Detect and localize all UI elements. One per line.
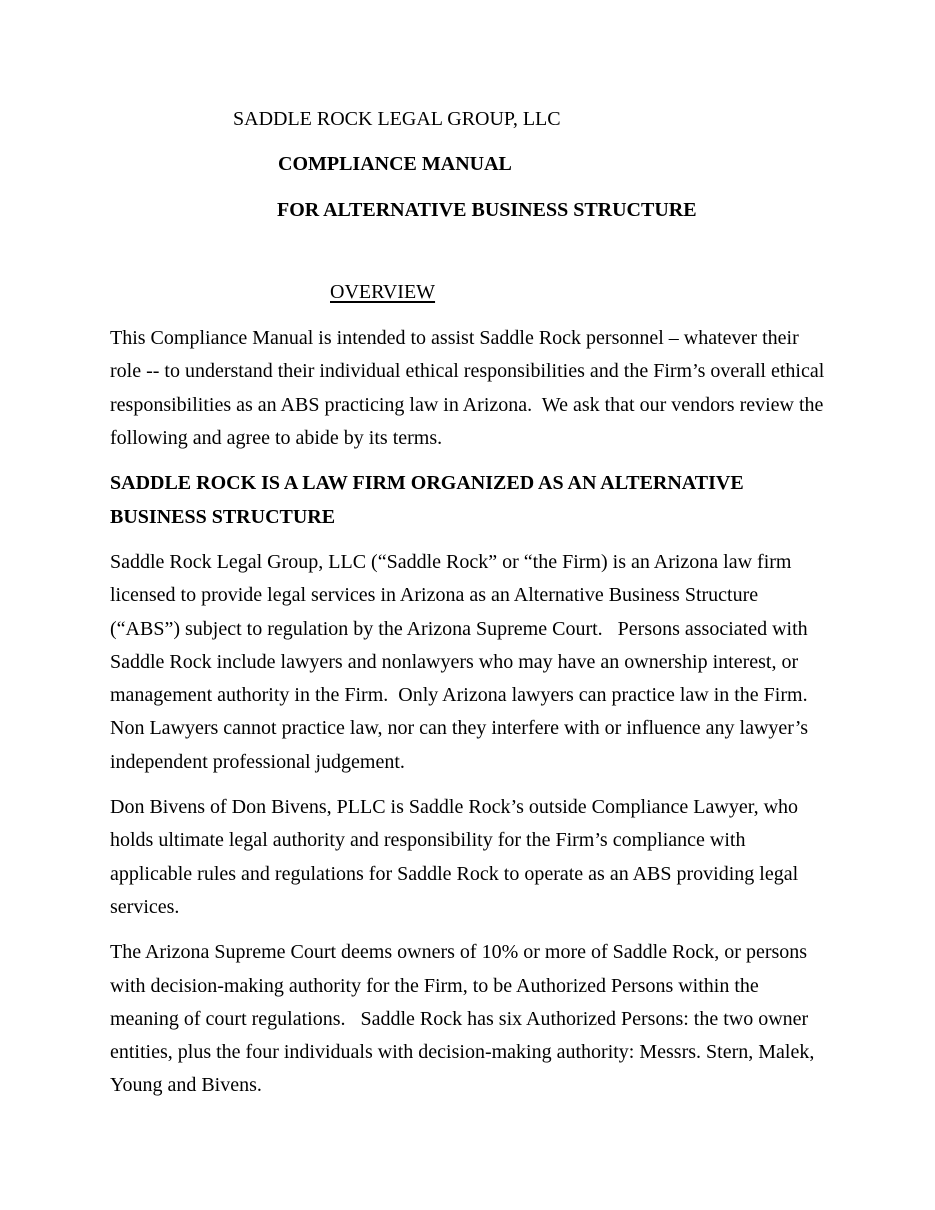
paragraph-intro: This Compliance Manual is intended to assist Saddle Rock personnel – whatever their role -- to understand their individual ethical responsibilities and the Firm’s overall ethical responsibilities as an ABS practicing law in Arizona. We ask that our vendors review the following and agree to abide by its terms. xyxy=(110,327,830,450)
document-subtitle-business-structure: FOR ALTERNATIVE BUSINESS STRUCTURE xyxy=(277,198,697,221)
section-heading-row xyxy=(110,276,825,309)
section-heading-overview: OVERVIEW xyxy=(330,280,436,303)
paragraph-abs-description: Saddle Rock Legal Group, LLC (“Saddle Rock” or “the Firm) is an Arizona law firm licensed to provide legal services in Arizona as an Alternative Business Structure (“ABS”) subject to regulation by the Arizona Supreme Court. Persons associated with Saddle Rock include lawyers and nonlawyers who may have an ownership interest, or management authority in the Firm. Only Arizona lawyers can practice law in the Firm. Non Lawyers cannot practice law, nor can they interfere with or influence any lawyer’s independent professional judgement. xyxy=(110,550,814,773)
subsection-heading-law-firm-abs: SADDLE ROCK IS A LAW FIRM ORGANIZED AS AN ALTERNATIVE BUSINESS STRUCTURE xyxy=(110,472,749,528)
paragraph-authorized-persons: The Arizona Supreme Court deems owners of 10% or more of Saddle Rock, or persons with decision-making authority for the Firm, to be Authorized Persons within the meaning of court regulations. Saddle Rock has six Authorized Persons: the two owner entities, plus the four individuals with decision-making authority: Messrs. Stern, Malek, Young and Bivens. xyxy=(110,941,819,1097)
document-title: SADDLE ROCK LEGAL GROUP, LLC xyxy=(233,108,561,130)
paragraph-compliance-lawyer: Don Bivens of Don Bivens, PLLC is Saddle Rock’s outside Compliance Lawyer, who holds ultimate legal authority and responsibility for the Firm’s compliance with applicable rules and regulations for Saddle Rock to operate as an ABS providing legal services. xyxy=(110,796,804,918)
document-subtitle-compliance-manual: COMPLIANCE MANUAL xyxy=(278,153,512,176)
